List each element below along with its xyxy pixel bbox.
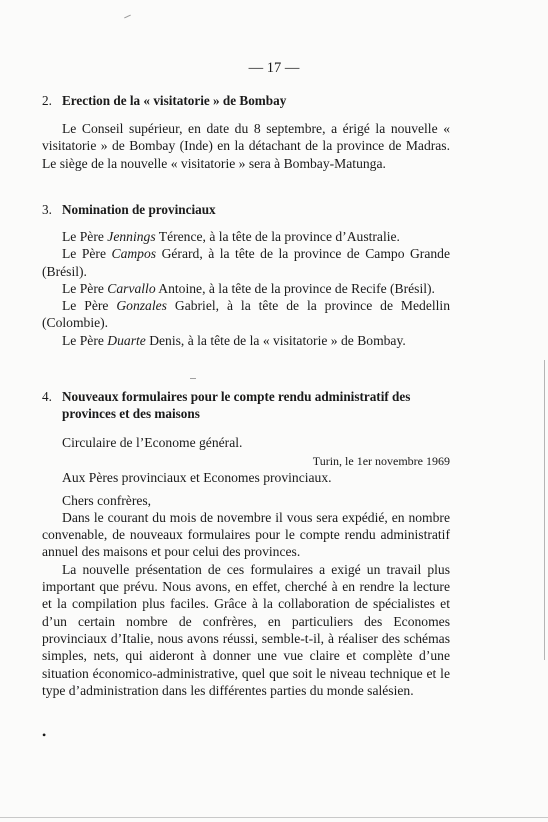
section-title: Nouveaux formulaires pour le compte rendu administratif des provinces et des maisons [62,389,411,421]
section-2 [42,92,450,172]
nomination-item: Le Père Carvallo Antoine, à la tête de la province de Recife (Brésil). [62,280,435,296]
paragraph: La nouvelle présentation de ces formulaires a exigé un travail plus important que prévu. Nous avons, en effet, cherché à en rendre la lecture et la compilation plus faciles. Grâce à la collaboration de spécialistes et d’un certain nombre de confrères, en particuliers des Economes provinciaux d’Italie, nous avons réussi, semble-t-il, à réaliser des schémas simples, nets, qui aideront à donner une vue claire et complète d’une situation économico-administrative, quel que soit le niveau technique et le type d’administration dans les différentes parties du monde salésien. [42,561,450,698]
section-number: 4. [42,389,52,404]
section-heading [42,201,450,218]
place-date: Turin, le 1er novembre 1969 [312,454,450,469]
paragraph: Dans le courant du mois de novembre il vous sera expédié, en nombre convenable, de nouveaux formulaires pour le compte rendu administratif annuel des maisons et pour celui des provinces. [42,509,450,560]
nomination-item: Le Père Campos Gérard, à la tête de la province de Campo Grande (Brésil). [42,246,450,279]
circular-line: Circulaire de l’Econome général. [62,435,243,450]
nomination-item: Le Père Gonzales Gabriel, à la tête de la province de Medellin (Colombie). [42,298,450,331]
section-number: 2. [42,93,52,108]
section-heading [42,92,450,109]
paragraph: Le Conseil supérieur, en date du 8 septembre, a érigé la nouvelle « visitatorie » de Bombay (Inde) en la détachant de la province de Madras. Le siège de la nouvelle « visitatorie » sera à Bombay-Matunga. [42,121,450,171]
footer-mark: • [42,728,47,742]
section-4 [42,388,450,699]
section-title: Nomination de provinciaux [62,202,216,217]
addressee: Aux Pères provinciaux et Economes provinciaux. [62,470,332,486]
stray-mark [124,15,131,19]
page-number: — 17 — [248,60,300,76]
section-title: Erection de la « visitatorie » de Bombay [62,93,287,108]
stray-mark [190,378,196,379]
scan-edge-line [544,360,545,660]
scan-bottom-line [0,817,548,818]
section-heading [42,388,450,422]
section-number: 3. [42,202,52,217]
nomination-item: Le Père Duarte Denis, à la tête de la « visitatorie » de Bombay. [62,332,406,348]
section-3 [42,201,450,349]
nomination-item: Le Père Jennings Térence, à la tête de la province d’Australie. [62,229,400,244]
salutation: Chers confrères, [62,492,152,508]
